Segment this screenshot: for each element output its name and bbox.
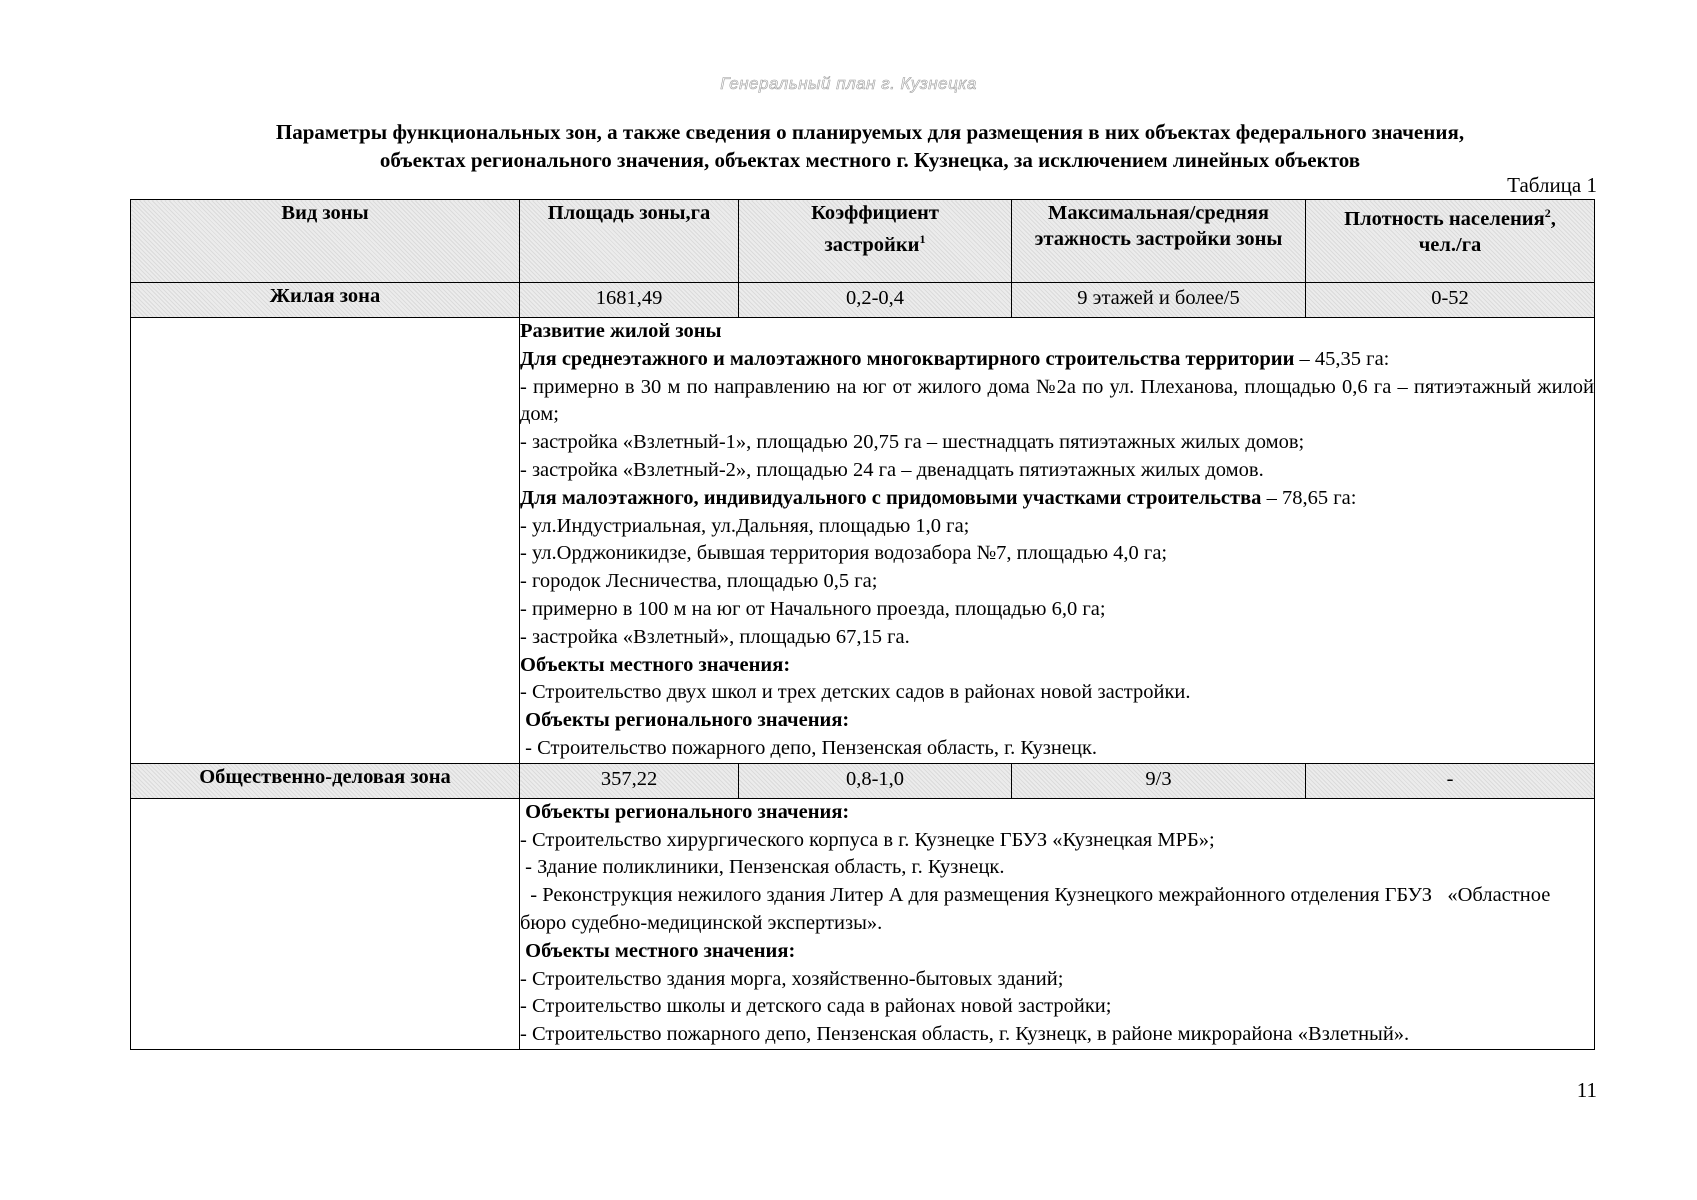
title-line-1: Параметры функциональных зон, а также сведения о планируемых для размещения в них объектах федерального значения, — [275, 120, 1465, 144]
running-header: Генеральный план г. Кузнецка — [720, 74, 977, 93]
title-line-2: объектах регионального значения, объектах местного г. Кузнецка, за исключением линейных объектов — [379, 148, 1361, 172]
desc-text: - Строительство здания морга, хозяйственно-бытовых зданий; — [520, 967, 1064, 990]
header-coef — [739, 200, 1012, 283]
zone-name-business: Общественно-деловая зона — [131, 763, 520, 798]
zone-coef-residential: 0,2-0,4 — [739, 283, 1012, 318]
desc-line — [520, 374, 1594, 430]
desc-text: - городок Лесничества, площадью 0,5 га; — [520, 570, 878, 593]
desc-line — [520, 513, 1594, 541]
desc-line — [520, 624, 1594, 652]
table-header-row — [131, 200, 1595, 283]
desc-line — [520, 457, 1594, 485]
header-zone-type — [131, 200, 520, 283]
header-area-text: Площадь зоны,га — [547, 202, 711, 224]
desc-line — [520, 540, 1594, 568]
header-coef-footnote: 1 — [919, 232, 926, 246]
desc-line — [520, 707, 1594, 735]
table-row-business — [131, 763, 1595, 798]
header-density-unit: , чел./га — [1418, 207, 1556, 256]
empty-cell — [131, 318, 520, 764]
desc-text: - ул.Индустриальная, ул.Дальняя, площадью 1,0 га; — [520, 514, 970, 537]
desc-line — [520, 429, 1594, 457]
desc-line — [520, 318, 1594, 346]
table-row-business-details — [131, 798, 1595, 1049]
desc-line — [520, 568, 1594, 596]
header-floors — [1012, 200, 1306, 283]
desc-bold: Для малоэтажного, индивидуального с придомовыми участками строительства — [520, 486, 1262, 509]
header-floors-text: Максимальная/средняя этажность застройки зоны — [1034, 202, 1283, 250]
desc-text: - застройка «Взлетный-2», площадью 24 га – двенадцать пятиэтажных жилых домов. — [520, 458, 1264, 481]
zones-table — [130, 199, 1595, 1050]
desc-line — [520, 596, 1594, 624]
desc-bold: Объекты местного значения: — [520, 939, 796, 962]
empty-cell — [131, 798, 520, 1049]
desc-text: - Строительство хирургического корпуса в г. Кузнецке ГБУЗ «Кузнецкая МРБ»; — [520, 828, 1215, 851]
zone-coef-business: 0,8-1,0 — [739, 763, 1012, 798]
desc-text: - Строительство пожарного депо, Пензенская область, г. Кузнецк. — [520, 736, 1098, 759]
table-label: Таблица 1 — [1507, 173, 1597, 197]
desc-line — [520, 799, 1594, 827]
desc-text: - примерно в 30 м по направлению на юг от жилого дома №2а по ул. Плеханова, площадью 0,6 га – пятиэтажный жилой дом; — [520, 375, 1594, 426]
zone-density-residential: 0-52 — [1306, 283, 1595, 318]
desc-line — [520, 854, 1594, 882]
desc-line — [520, 679, 1594, 707]
zone-density-business: - — [1306, 763, 1595, 798]
desc-text: - примерно в 100 м на юг от Начального проезда, площадью 6,0 га; — [520, 597, 1106, 620]
desc-line — [520, 966, 1594, 994]
desc-line — [520, 652, 1594, 680]
zone-area-business: 357,22 — [520, 763, 739, 798]
desc-text: - Строительство школы и детского сада в районах новой застройки; — [520, 995, 1112, 1018]
desc-line — [520, 993, 1594, 1021]
zone-floors-residential: 9 этажей и более/5 — [1012, 283, 1306, 318]
header-zone-type-text: Вид зоны — [281, 202, 369, 224]
desc-line — [520, 1021, 1594, 1049]
header-area — [520, 200, 739, 283]
header-density-text: Плотность населения — [1344, 207, 1545, 230]
zone-floors-business: 9/3 — [1012, 763, 1306, 798]
table-row-residential-details — [131, 318, 1595, 764]
desc-text: - Строительство двух школ и трех детских садов в районах новой застройки. — [520, 681, 1191, 704]
desc-bold: Объекты регионального значения: — [520, 709, 850, 732]
zone-area-residential: 1681,49 — [520, 283, 739, 318]
desc-bold: Объекты местного значения: — [520, 653, 791, 676]
header-coef-text: Коэффициент застройки — [811, 202, 939, 256]
document-title — [150, 118, 1590, 174]
desc-text: - Реконструкция нежилого здания Литер А для размещения Кузнецкого межрайонного отделения ГБУЗ «Областное бюро судебно-медицинской экспертизы». — [520, 884, 1556, 934]
desc-line — [520, 882, 1594, 938]
desc-line — [520, 827, 1594, 855]
desc-text: – 45,35 га: — [1294, 347, 1390, 370]
header-density-footnote: 2 — [1544, 206, 1551, 220]
page-number: 11 — [1576, 1078, 1597, 1102]
desc-text: – 78,65 га: — [1261, 486, 1357, 509]
desc-text: - Строительство пожарного депо, Пензенская область, г. Кузнецк, в районе микрорайона «Взлетный». — [520, 1023, 1410, 1046]
desc-text: - застройка «Взлетный», площадью 67,15 га. — [520, 625, 910, 648]
table-row-residential — [131, 283, 1595, 318]
desc-line — [520, 735, 1594, 763]
desc-bold: Развитие жилой зоны — [520, 320, 722, 342]
desc-line — [520, 485, 1594, 513]
zone-name-residential: Жилая зона — [131, 283, 520, 318]
desc-line — [520, 938, 1594, 966]
desc-text: - застройка «Взлетный-1», площадью 20,75 га – шестнадцать пятиэтажных жилых домов; — [520, 431, 1305, 454]
residential-description — [520, 318, 1595, 764]
desc-line — [520, 346, 1594, 374]
desc-text: - ул.Орджоникидзе, бывшая территория водозабора №7, площадью 4,0 га; — [520, 542, 1168, 565]
header-density — [1306, 200, 1595, 283]
desc-bold: Для среднеэтажного и малоэтажного многоквартирного строительства территории — [520, 347, 1295, 370]
desc-bold: Объекты регионального значения: — [520, 800, 850, 823]
business-description — [520, 798, 1595, 1049]
desc-text: - Здание поликлиники, Пензенская область, г. Кузнецк. — [520, 856, 1005, 879]
